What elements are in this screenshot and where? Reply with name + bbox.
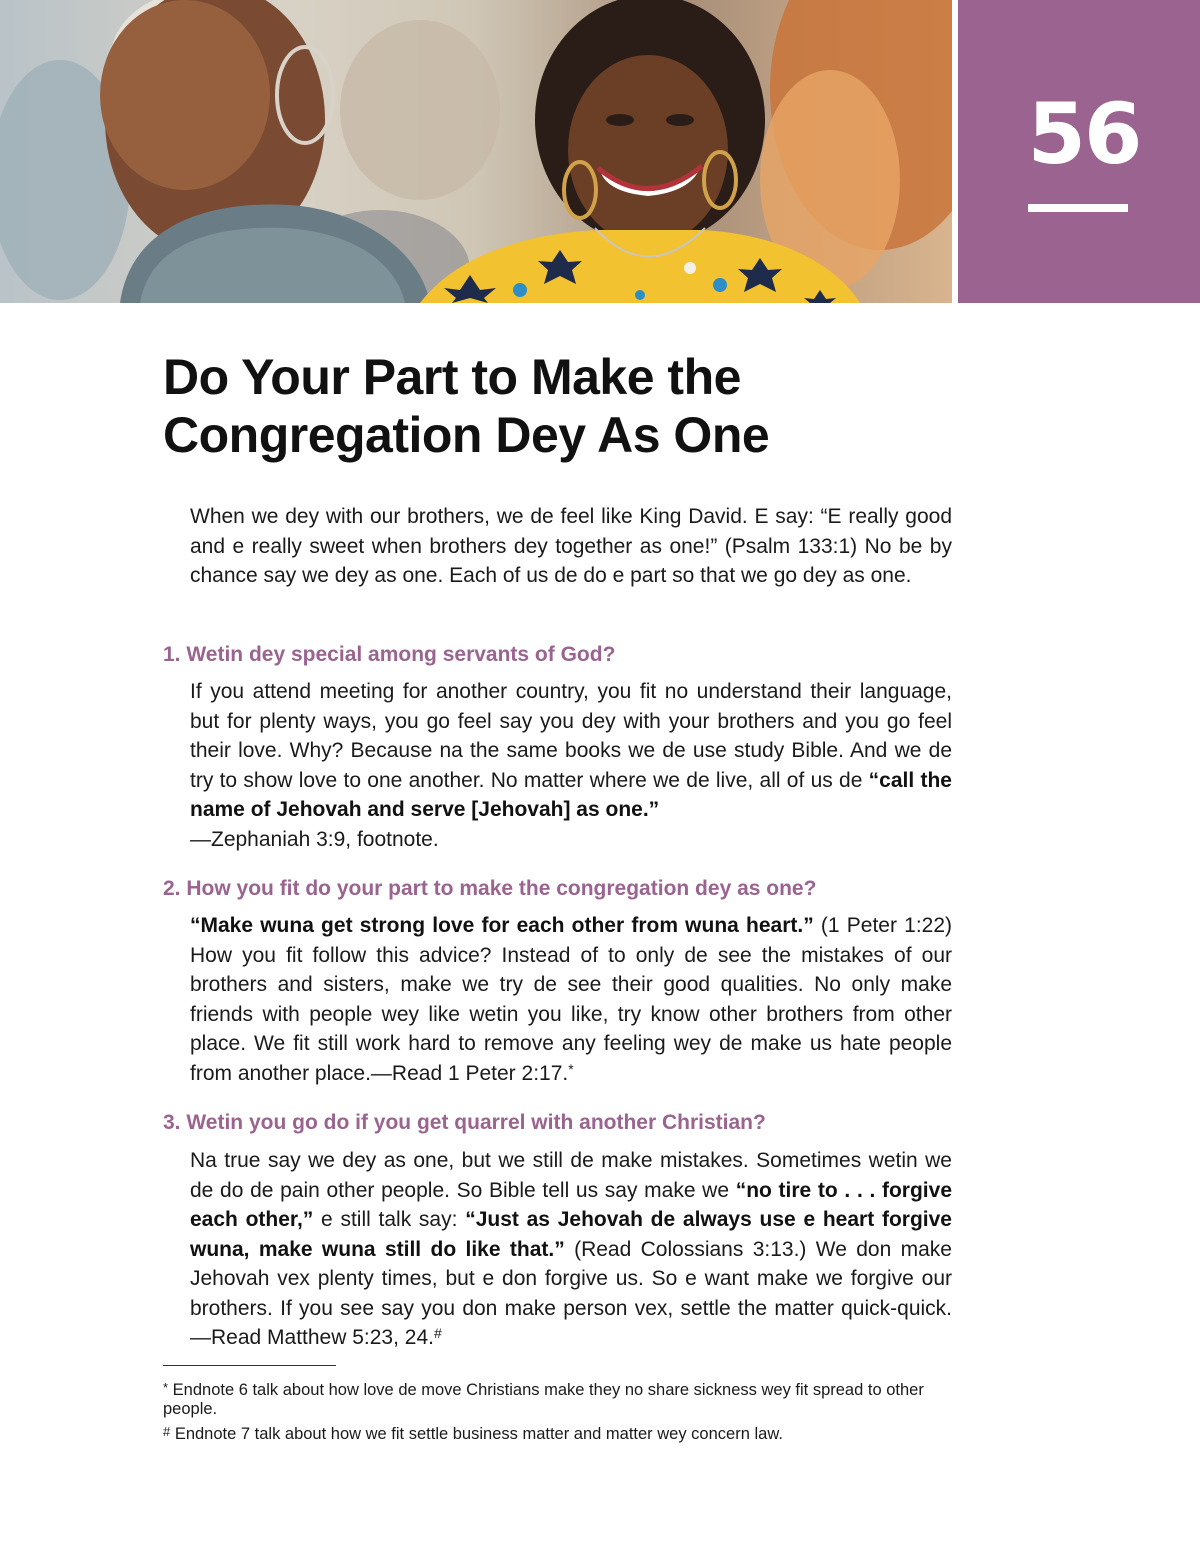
title-line-1: Do Your Part to Make the — [163, 349, 741, 405]
section-3-text-b: e still talk say: — [313, 1208, 466, 1231]
lesson-number-panel — [958, 0, 1200, 303]
page-title — [163, 348, 963, 464]
header-photo-art — [0, 0, 952, 303]
title-line-2: Congregation Dey As One — [163, 407, 770, 463]
section-1-paragraph — [190, 677, 952, 854]
intro-paragraph: When we dey with our brothers, we de feel like King David. E say: “E really good and e really sweet when brothers dey together as one!” (Psalm 133:1) No be by chance say we dey as one. Each of us de do e part so that we go dey as one. — [190, 505, 952, 587]
footnote-1-text: Endnote 6 talk about how love de move Christians make they no share sickness wey fit spread to other people. — [163, 1381, 924, 1418]
footnote-2-text: Endnote 7 talk about how we fit settle business matter and matter wey concern law. — [174, 1425, 783, 1443]
footnote-divider — [163, 1365, 336, 1366]
section-3-question — [163, 1109, 963, 1137]
section-3-paragraph — [190, 1146, 952, 1353]
section-2-paragraph — [190, 911, 952, 1088]
section-1-text-b: —Zephaniah 3:9, footnote. — [190, 827, 439, 851]
header-photo — [0, 0, 952, 303]
section-3-bold-quote-2: “Just as Jehovah de always use e heart forgive wuna, make wuna still do like that.” — [190, 1208, 952, 1261]
section-2-bold-quote: “Make wuna get strong love for each other from wuna heart.” — [190, 914, 814, 937]
section-2-footnote-mark[interactable]: * — [568, 1060, 574, 1077]
section-3-bold-quote-1: “no tire to . . . forgive each other,” — [190, 1178, 952, 1231]
section-2-number: 2. — [163, 877, 181, 900]
section-3-question-text: Wetin you go do if you get quarrel with another Christian? — [186, 1111, 766, 1134]
section-3-footnote-mark[interactable]: # — [433, 1325, 442, 1341]
footnote-2 — [163, 1422, 953, 1444]
lesson-number-underline — [1028, 204, 1128, 212]
section-1-question — [163, 641, 963, 669]
section-1-bold-quote: “call the name of Jehovah and serve [Jehovah] as one.” — [190, 768, 952, 821]
section-1-text-a: If you attend meeting for another country, you fit no understand their language, but for plenty ways, you go feel say you dey with your brothers and you go feel their love. Why? Because na the same books we de use study Bible. And we de try to show love to one another. No matter where we de live, all of us de — [190, 680, 952, 792]
section-3-number: 3. — [163, 1111, 181, 1134]
footnote-1-mark: * — [163, 1380, 169, 1395]
section-2-question-text: How you fit do your part to make the congregation dey as one? — [186, 877, 817, 900]
footnote-1 — [163, 1378, 953, 1419]
section-1-number: 1. — [163, 643, 181, 666]
lesson-number: 56 — [1027, 85, 1141, 183]
section-2-question — [163, 875, 963, 903]
section-3-text-c: (Read Colossians 3:13.) We don make Jehovah vex plenty times, but e don forgive us. So e want make we forgive our brothers. If you see say you don make person vex, settle the matter quick-quick.—Read Matthew 5:23, 24. — [190, 1237, 952, 1349]
section-3-text-a: Na true say we dey as one, but we still de make mistakes. Sometimes wetin we de do de pain other people. So Bible tell us say make we — [190, 1149, 952, 1202]
section-2-text-a: (1 Peter 1:22) How you fit follow this advice? Instead of to only de see the mistakes of our brothers and sisters, make we try de see their good qualities. No only make friends with people wey like wetin you like, try know other brothers from other place. We fit still work hard to remove any feeling wey de make us hate people from another place.—Read 1 Peter 2:17. — [190, 914, 953, 1085]
section-1-question-text: Wetin dey special among servants of God? — [186, 643, 616, 666]
footnote-2-mark: # — [163, 1424, 171, 1439]
